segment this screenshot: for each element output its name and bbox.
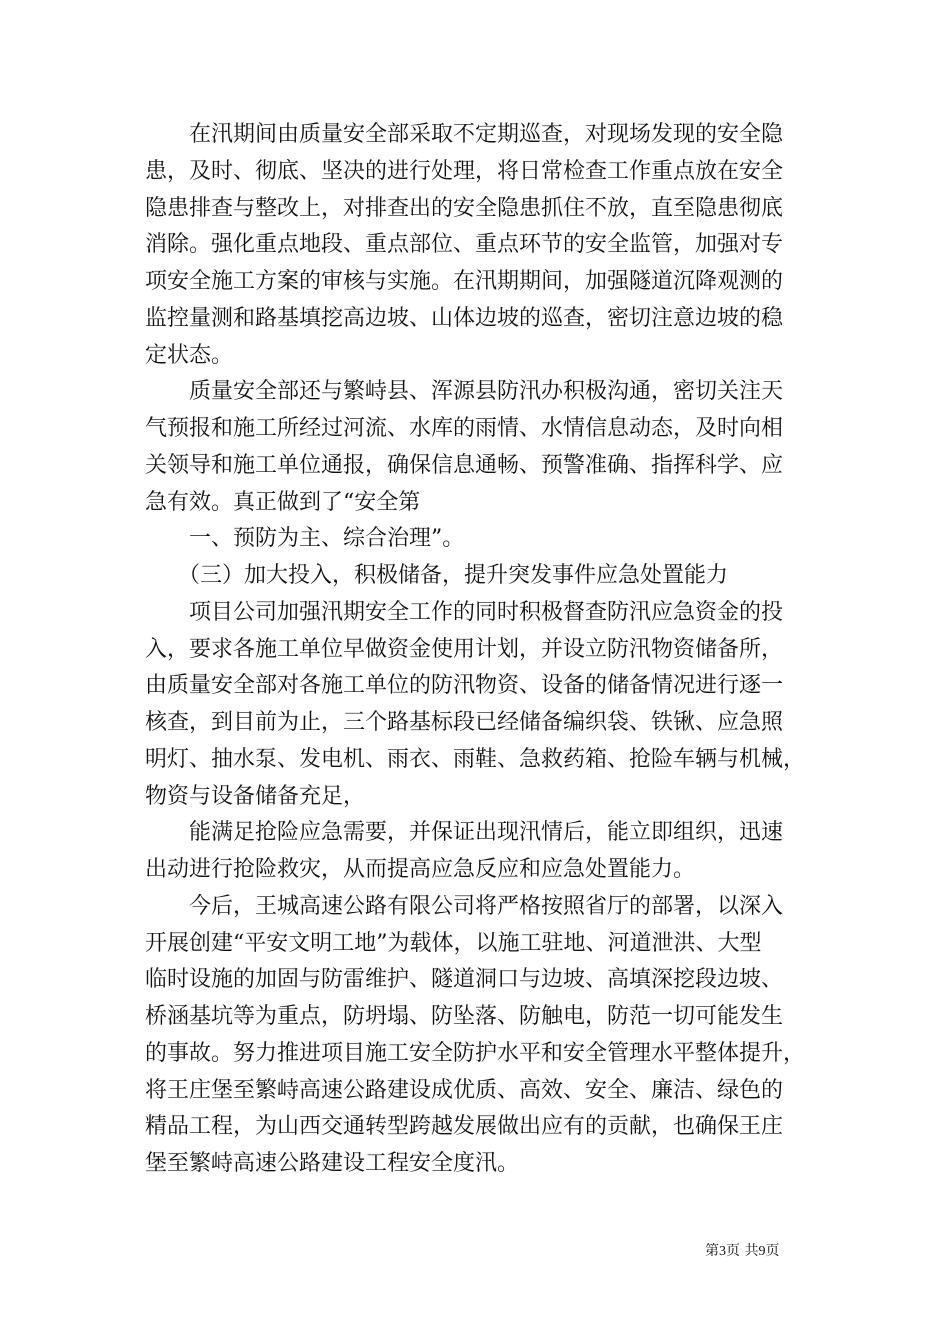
text-line: 监控量测和路基填挖高边坡、山体边坡的巡查，密切注意边坡的稳 xyxy=(145,305,784,331)
text-line: 质量安全部还与繁峙县、浑源县防汛办积极沟通，密切关注天 xyxy=(145,379,784,405)
text-line: 核查，到目前为止，三个路基标段已经储备编织袋、铁锹、应急照 xyxy=(145,710,784,735)
text-line: 临时设施的加固与防雷维护、隧道洞口与边坡、高填深挖段边坡、 xyxy=(145,967,784,993)
text-line: 项目公司加强汛期安全工作的同时积极督查防汛应急资金的投 xyxy=(145,599,784,625)
page-prefix: 第 xyxy=(705,1243,719,1259)
text-line: 一、预防为主、综合治理”。 xyxy=(145,526,465,552)
section-heading: （三）加大投入，积极储备，提升突发事件应急处置能力 xyxy=(145,563,729,588)
text-line: 由质量安全部对各施工单位的防汛物资、设备的储备情况进行逐一 xyxy=(145,673,784,699)
text-line: 明灯、抽水泵、发电机、雨衣、雨鞋、急救药箱、抢险车辆与机械， xyxy=(145,746,806,772)
total-pages-number: 9 xyxy=(758,1244,766,1259)
text-line: 的事故。努力推进项目施工安全防护水平和安全管理水平整体提升， xyxy=(145,1040,806,1066)
text-line: 气预报和施工所经过河流、水库的雨情、水情信息动态，及时向相 xyxy=(145,416,784,441)
text-line: 今后，王城高速公路有限公司将严格按照省厅的部署，以深入 xyxy=(145,893,784,919)
text-line: 能满足抢险应急需要，并保证出现汛情后，能立即组织，迅速 xyxy=(145,820,784,846)
page-number-footer xyxy=(705,1242,779,1261)
text-line: 将王庄堡至繁峙高速公路建设成优质、高效、安全、廉洁、绿色的 xyxy=(145,1077,784,1103)
text-line: 精品工程，为山西交通转型跨越发展做出应有的贡献，也确保王庄 xyxy=(145,1114,784,1140)
text-line: 物资与设备储备充足， xyxy=(145,783,366,809)
text-line: 关领导和施工单位通报，确保信息通畅、预警准确、指挥科学、应 xyxy=(145,452,784,478)
text-line: 急有效。真正做到了“安全第 xyxy=(145,489,421,515)
text-line: 隐患排查与整改上，对排查出的安全隐患抓住不放，直至隐患彻底 xyxy=(145,195,784,221)
text-line: 入，要求各施工单位早做资金使用计划，并设立防汛物资储备所， xyxy=(145,636,784,662)
text-line: 患，及时、彻底、坚决的进行处理，将日常检查工作重点放在安全 xyxy=(145,158,784,184)
text-line: 开展创建“平安文明工地”为载体，以施工驻地、河道泄洪、大型 xyxy=(145,930,762,956)
text-line: 桥涵基坑等为重点，防坍塌、防坠落、防触电，防范一切可能发生 xyxy=(145,1004,784,1029)
text-line: 项安全施工方案的审核与实施。在汛期期间，加强隧道沉降观测的 xyxy=(145,269,784,294)
body-text xyxy=(145,117,810,1183)
current-page-number: 3 xyxy=(719,1244,726,1259)
text-line: 消除。强化重点地段、重点部位、重点环节的安全监管，加强对专 xyxy=(145,232,784,258)
text-line: 堡至繁峙高速公路建设工程安全度汛。 xyxy=(145,1151,520,1176)
text-line: 定状态。 xyxy=(145,342,234,368)
page-suffix: 页 xyxy=(765,1243,780,1259)
text-line: 出动进行抢险救灾，从而提高应急反应和应急处置能力。 xyxy=(145,857,696,882)
text-line: 在汛期间由质量安全部采取不定期巡查，对现场发现的安全隐 xyxy=(145,122,784,147)
page-middle: 页 共 xyxy=(726,1243,759,1259)
